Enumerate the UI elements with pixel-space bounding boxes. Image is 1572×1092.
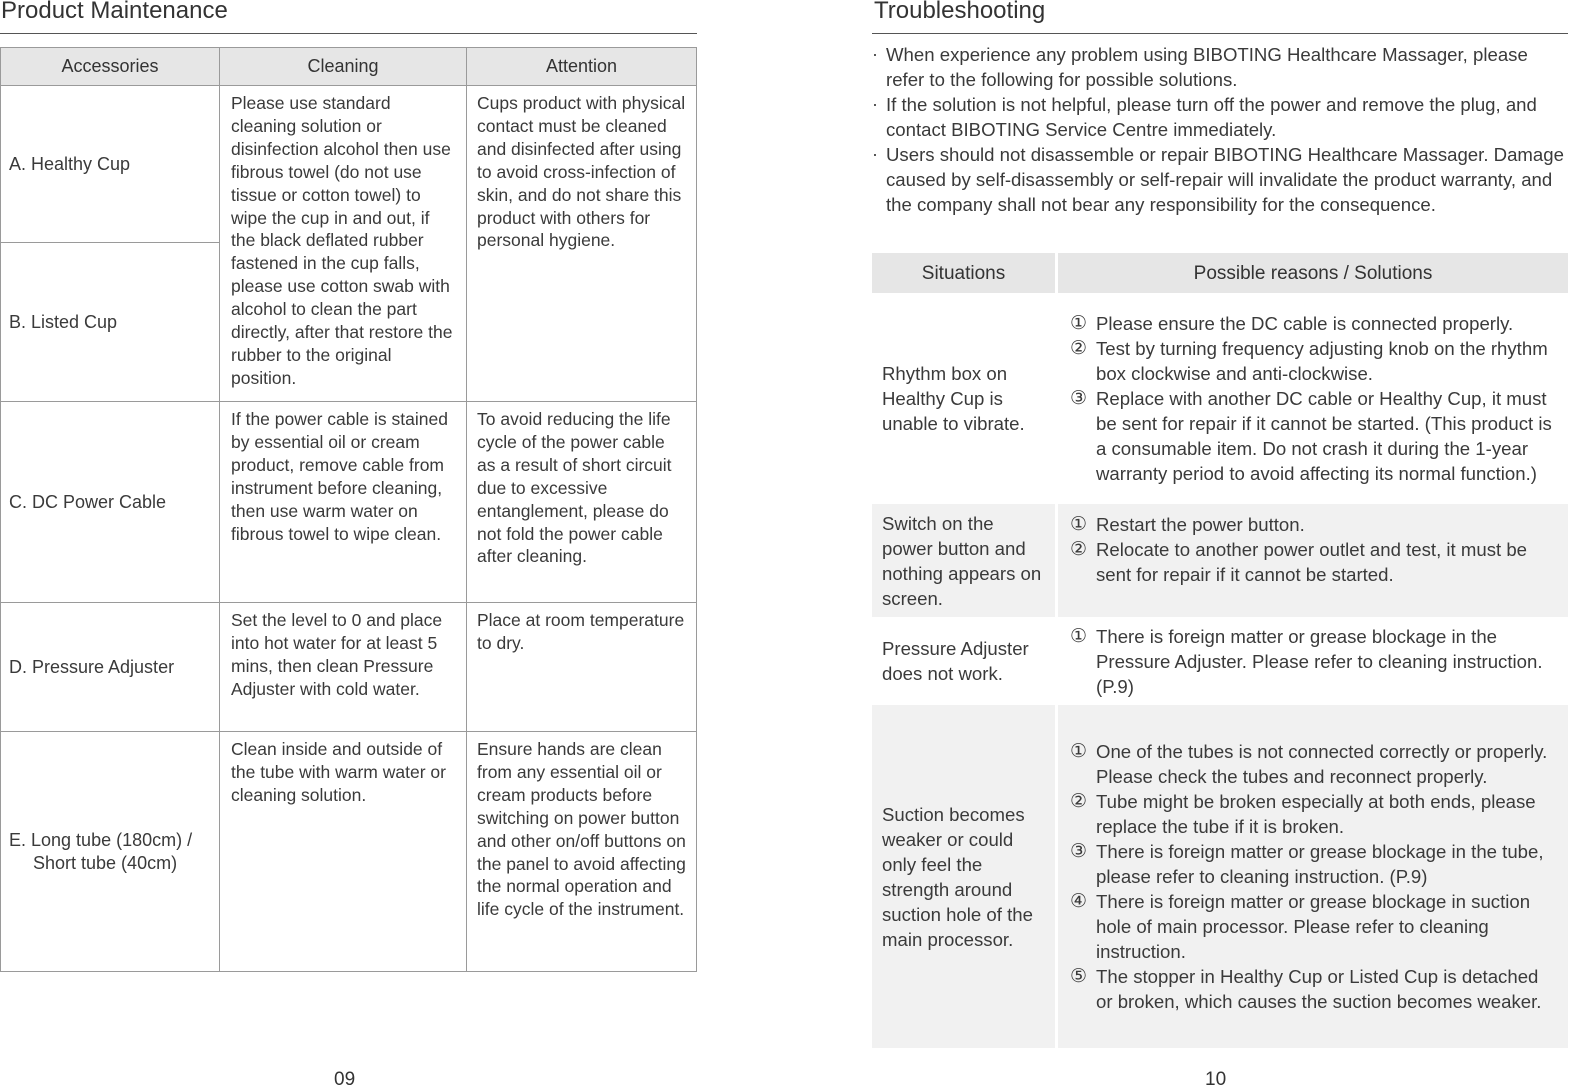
step-number: ④ bbox=[1070, 891, 1088, 912]
accessory-line: E. Long tube (180cm) / bbox=[9, 829, 193, 850]
column-header: Cleaning bbox=[220, 48, 467, 86]
cleaning-cell: Please use standard cleaning solution or disinfection alcohol then use fibrous towel (do not use tissue or cotton towel) to wipe the cup in and out, if the black deflated rubber fastened in the cup falls, please use cotton swab with alcohol to clean the part directly, after that restore the rubber to the original position. bbox=[220, 86, 467, 402]
table-row bbox=[1, 732, 697, 972]
solution-item bbox=[1070, 789, 1560, 839]
maintenance-table bbox=[0, 47, 697, 972]
step-number: ⑤ bbox=[1070, 966, 1088, 987]
solution-item bbox=[1070, 537, 1560, 587]
page-title: Product Maintenance bbox=[1, 0, 228, 24]
title-divider bbox=[0, 33, 697, 34]
accessory-cell: B. Listed Cup bbox=[1, 243, 220, 402]
step-number: ① bbox=[1070, 313, 1088, 334]
cleaning-cell: Set the level to 0 and place into hot water for at least 5 mins, then clean Pressure Adjuster with cold water. bbox=[220, 603, 467, 732]
solution-item bbox=[1070, 386, 1560, 486]
solution-text: Replace with another DC cable or Healthy Cup, it must be sent for repair if it cannot be started. (This product is a consumable item. Do not crash it during the 1-year warranty period to avoid affecting its normal function.) bbox=[1096, 388, 1552, 484]
bullet-item: · Users should not disassemble or repair BIBOTING Healthcare Massager. Damage caused by self-disassembly or self-repair will invalidate the product warranty, and the company shall not bear any responsibility for the consequence. bbox=[872, 142, 1568, 217]
step-number: ① bbox=[1070, 625, 1088, 647]
solution-text: Restart the power button. bbox=[1096, 514, 1305, 535]
solutions-cell bbox=[1058, 504, 1568, 617]
troubleshooting-table bbox=[872, 253, 1568, 1048]
attention-cell: To avoid reducing the life cycle of the power cable as a result of short circuit due to excessive entanglement, please do not fold the power cable after cleaning. bbox=[467, 402, 697, 603]
column-header: Attention bbox=[467, 48, 697, 86]
table-row bbox=[872, 617, 1568, 705]
solution-text: The stopper in Healthy Cup or Listed Cup is detached or broken, which causes the suction becomes weaker. bbox=[1096, 966, 1542, 1012]
accessory-cell: C. DC Power Cable bbox=[1, 402, 220, 603]
accessory-line: Short tube (40cm) bbox=[33, 852, 178, 873]
solution-text: Test by turning frequency adjusting knob on the rhythm box clockwise and anti-clockwise. bbox=[1096, 338, 1548, 384]
step-number: ① bbox=[1070, 741, 1088, 762]
solution-item bbox=[1070, 336, 1560, 386]
solution-item bbox=[1070, 311, 1560, 336]
solution-text: Tube might be broken especially at both ends, please replace the tube if it is broken. bbox=[1096, 791, 1536, 837]
page-number: 10 bbox=[1205, 1069, 1227, 1090]
solution-item bbox=[1070, 964, 1560, 1014]
step-number: ② bbox=[1070, 539, 1088, 560]
situation-cell: Rhythm box on Healthy Cup is unable to vibrate. bbox=[872, 293, 1058, 504]
solution-text: There is foreign matter or grease blockage in the Pressure Adjuster. Please refer to cleaning instruction. (P.9) bbox=[1096, 625, 1543, 697]
cleaning-cell: Clean inside and outside of the tube with warm water or cleaning solution. bbox=[220, 732, 467, 972]
cleaning-cell: If the power cable is stained by essential oil or cream product, remove cable from instrument before cleaning, then use warm water on fibrous towel to wipe clean. bbox=[220, 402, 467, 603]
attention-cell: Ensure hands are clean from any essential oil or cream products before switching on power button and other on/off buttons on the panel to avoid affecting the normal operation and life cycle of the instrument. bbox=[467, 732, 697, 972]
accessory-cell: A. Healthy Cup bbox=[1, 86, 220, 243]
page-number: 09 bbox=[334, 1069, 356, 1090]
step-number: ① bbox=[1070, 514, 1088, 535]
table-row bbox=[872, 293, 1568, 504]
solution-item bbox=[1070, 839, 1560, 889]
accessory-cell: D. Pressure Adjuster bbox=[1, 603, 220, 732]
accessory-cell bbox=[1, 732, 220, 972]
column-header: Possible reasons / Solutions bbox=[1058, 253, 1568, 293]
table-row bbox=[1, 86, 697, 243]
table-header-row bbox=[872, 253, 1568, 293]
table-row bbox=[1, 402, 697, 603]
step-number: ③ bbox=[1070, 841, 1088, 862]
solutions-cell bbox=[1058, 617, 1568, 705]
column-header: Accessories bbox=[1, 48, 220, 86]
column-header: Situations bbox=[872, 253, 1058, 293]
attention-cell: Cups product with physical contact must be cleaned and disinfected after using to avoid cross-infection of skin, and do not share this product with others for personal hygiene. bbox=[467, 86, 697, 402]
solution-text: Relocate to another power outlet and test, it must be sent for repair if it cannot be started. bbox=[1096, 539, 1528, 585]
bullet-item: · If the solution is not helpful, please turn off the power and remove the plug, and contact BIBOTING Service Centre immediately. bbox=[872, 92, 1568, 142]
situation-cell: Pressure Adjuster does not work. bbox=[872, 617, 1058, 705]
intro-bullet-list bbox=[872, 42, 1568, 217]
step-number: ③ bbox=[1070, 388, 1088, 409]
table-header-row bbox=[1, 48, 697, 86]
page-title: Troubleshooting bbox=[874, 0, 1046, 24]
attention-cell: Place at room temperature to dry. bbox=[467, 603, 697, 732]
solution-text: One of the tubes is not connected correctly or properly. Please check the tubes and reconnect properly. bbox=[1096, 741, 1548, 787]
situation-cell: Suction becomes weaker or could only feel the strength around suction hole of the main processor. bbox=[872, 705, 1058, 1048]
solution-item bbox=[1070, 512, 1560, 537]
step-number: ② bbox=[1070, 338, 1088, 359]
step-number: ② bbox=[1070, 791, 1088, 812]
table-row bbox=[872, 504, 1568, 617]
solutions-cell bbox=[1058, 705, 1568, 1048]
solution-text: There is foreign matter or grease blockage in suction hole of main processor. Please refer to cleaning instruction. bbox=[1096, 891, 1531, 962]
table-row bbox=[1, 603, 697, 732]
title-divider bbox=[872, 33, 1568, 34]
solution-item bbox=[1070, 889, 1560, 964]
solution-item bbox=[1070, 739, 1560, 789]
solution-item bbox=[1070, 624, 1560, 699]
bullet-item: · When experience any problem using BIBOTING Healthcare Massager, please refer to the following for possible solutions. bbox=[872, 42, 1568, 92]
situation-cell: Switch on the power button and nothing appears on screen. bbox=[872, 504, 1058, 617]
table-row bbox=[872, 705, 1568, 1048]
solution-text: There is foreign matter or grease blockage in the tube, please refer to cleaning instruction. (P.9) bbox=[1096, 841, 1544, 887]
solution-text: Please ensure the DC cable is connected properly. bbox=[1096, 313, 1514, 334]
solutions-cell bbox=[1058, 293, 1568, 504]
